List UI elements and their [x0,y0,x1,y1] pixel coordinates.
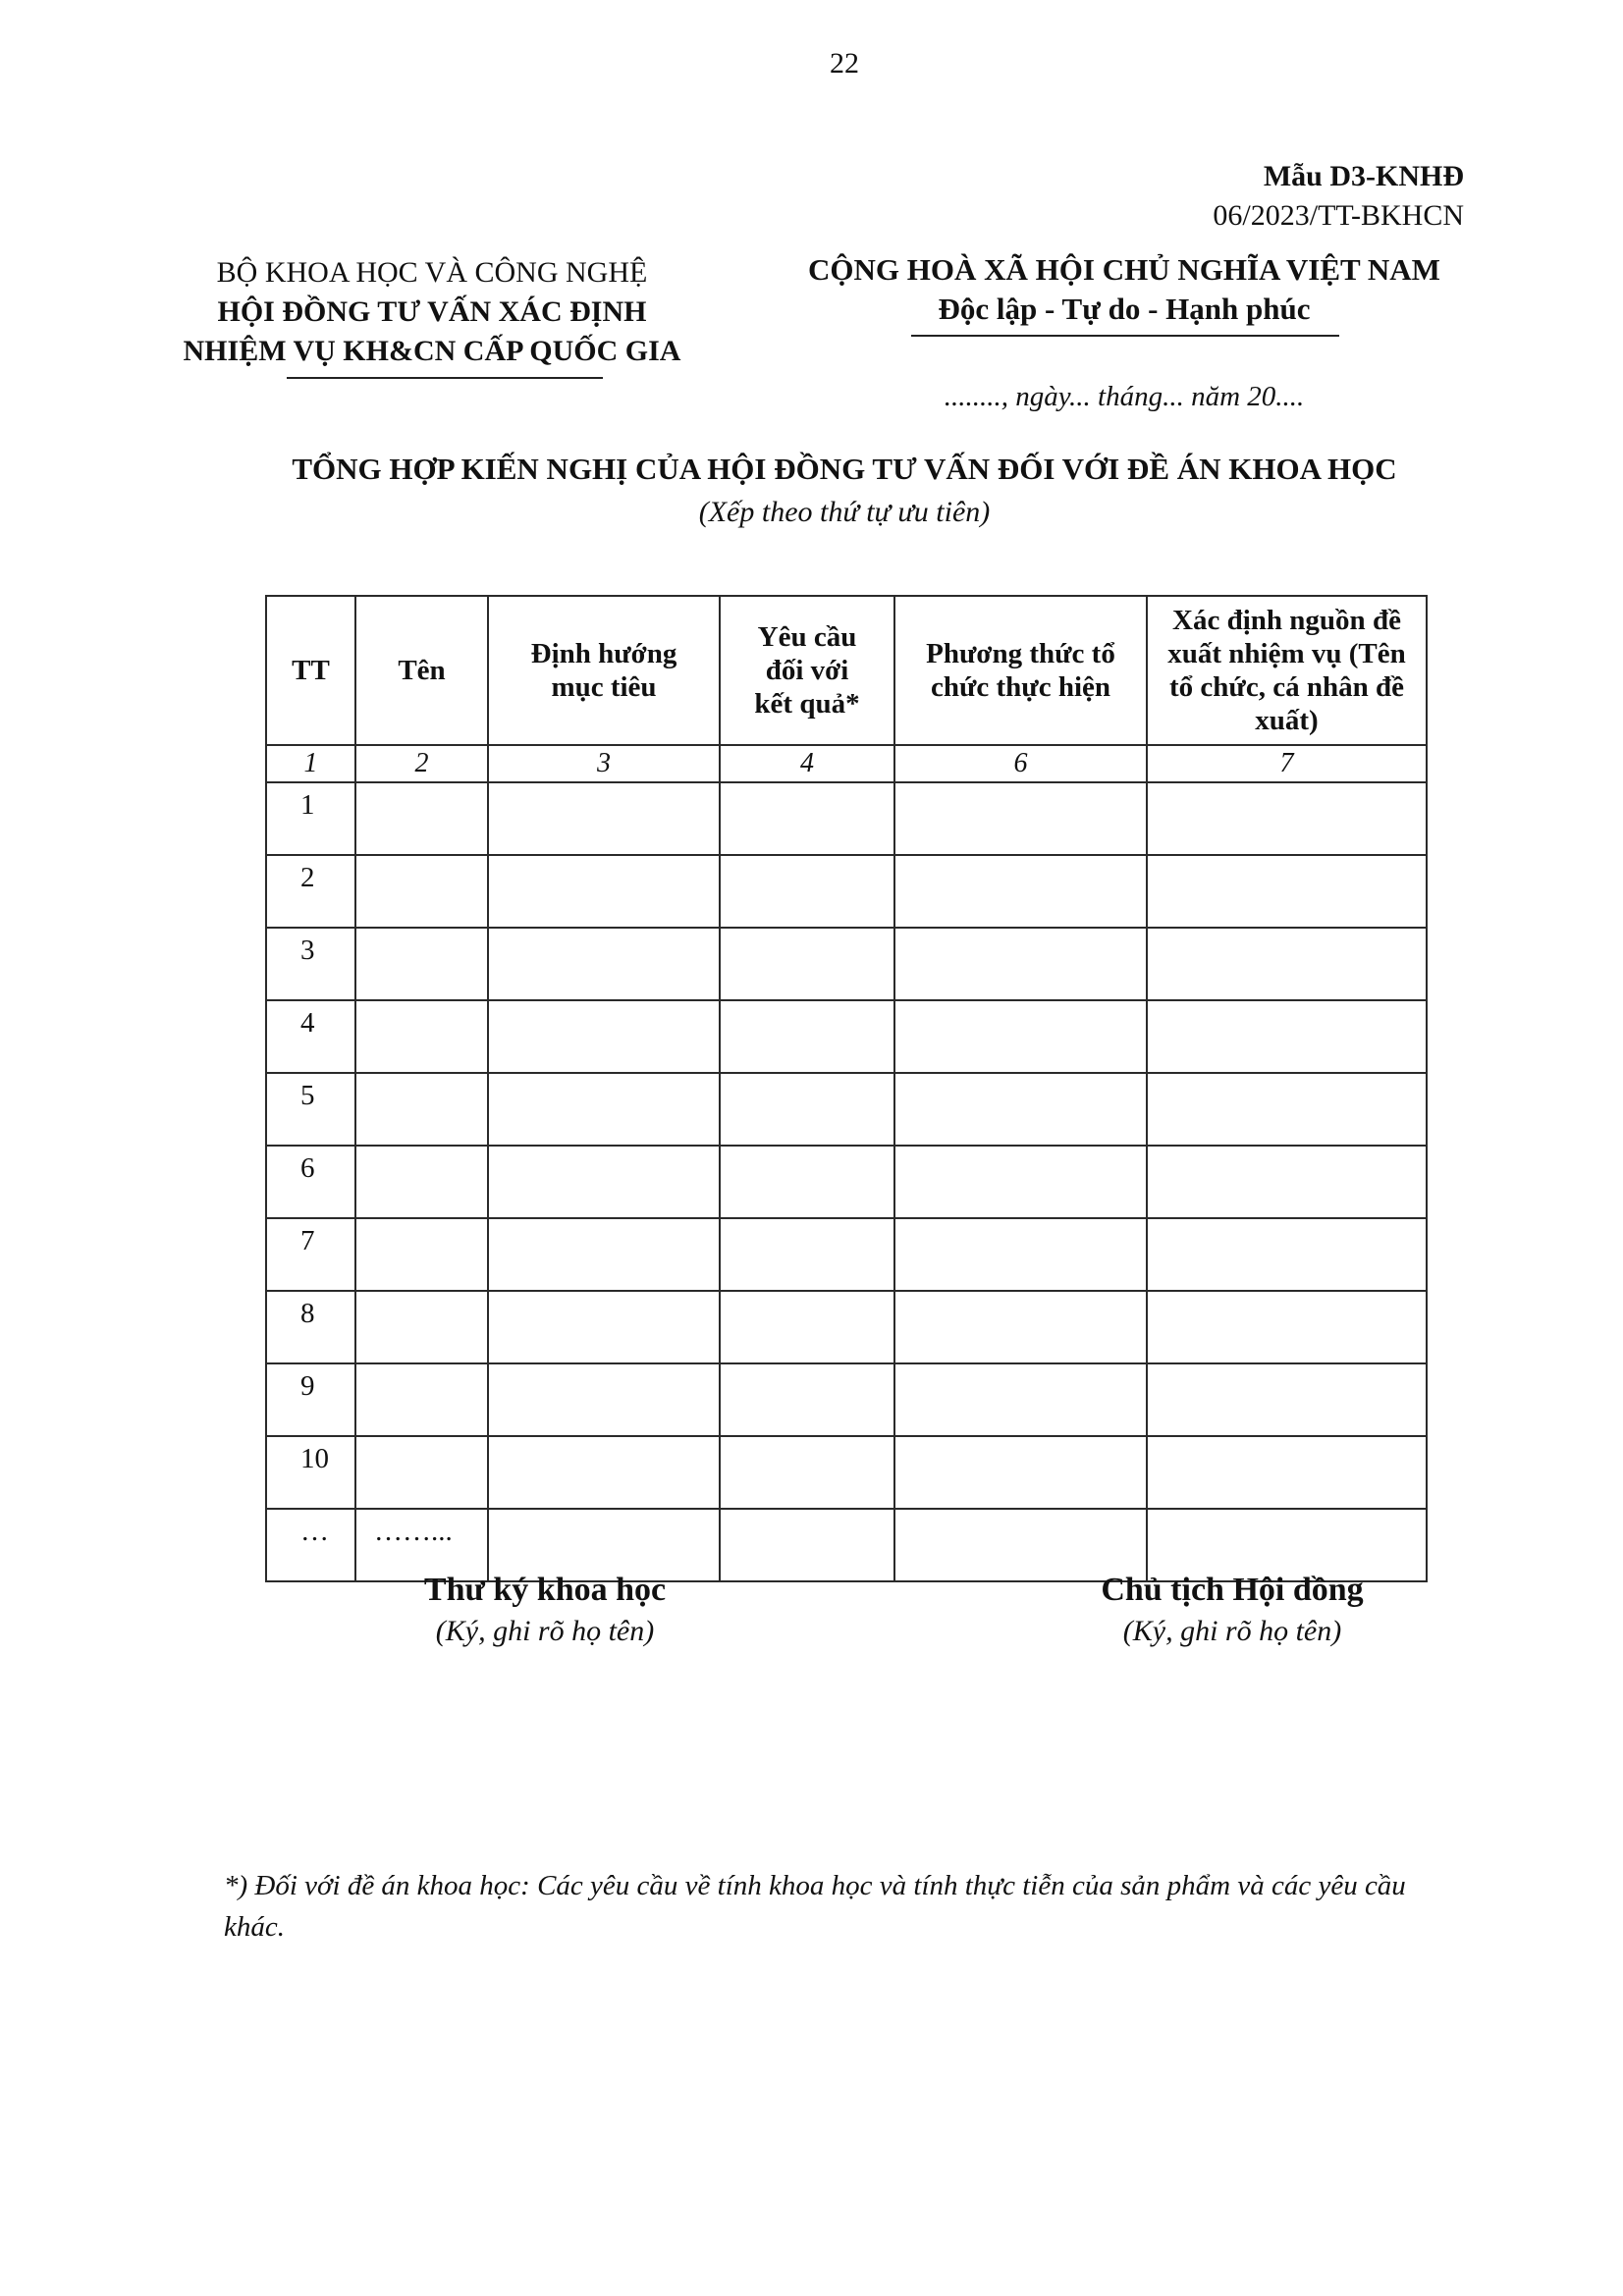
table-row [266,1146,1427,1218]
council-name-line2: NHIỆM VỤ KH&CN CẤP QUỐC GIA [183,335,681,367]
empty-cell [720,1073,894,1146]
row-name-cell [355,1218,488,1291]
empty-cell [488,1218,720,1291]
footnote: *) Đối với đề án khoa học: Các yêu cầu về tính khoa học và tính thực tiễn của sản phẩm và các yêu cầu khác. [224,1870,1406,1943]
empty-cell [894,1146,1147,1218]
chair-sign-note: (Ký, ghi rõ họ tên) [1122,1615,1342,1647]
empty-cell [720,1436,894,1509]
country-name: CỘNG HOÀ XÃ HỘI CHỦ NGHĨA VIỆT NAM [808,252,1440,287]
row-number-cell: … [266,1509,355,1581]
document-subtitle: (Xếp theo thứ tự ưu tiên) [698,496,991,528]
empty-cell [488,1146,720,1218]
row-number-cell: 6 [266,1146,355,1218]
row-name-cell [355,1146,488,1218]
header-objective: Định hướng mục tiêu [488,596,720,745]
empty-cell [1147,855,1427,928]
empty-cell [1147,1146,1427,1218]
form-code-label: Mẫu D3-KNHĐ [1263,160,1464,192]
chair-signature-block [1011,1569,1453,1651]
secretary-sign-note: (Ký, ghi rõ họ tên) [435,1615,655,1647]
table-row [266,1073,1427,1146]
header-result-requirement: Yêu cầu đối với kết quả* [720,596,894,745]
row-number-cell: 5 [266,1073,355,1146]
column-number: 4 [720,745,894,782]
row-number-cell: 4 [266,1000,355,1073]
row-name-cell [355,1291,488,1363]
table-row [266,1291,1427,1363]
empty-cell [894,1000,1147,1073]
form-code-circular: 06/2023/TT-BKHCN [1213,199,1464,232]
empty-cell [720,1218,894,1291]
empty-cell [488,855,720,928]
row-name-cell [355,855,488,928]
empty-cell [894,1291,1147,1363]
empty-cell [720,1146,894,1218]
row-name-cell [355,928,488,1000]
empty-cell [488,1000,720,1073]
recommendation-table [265,595,1428,1582]
column-number: 2 [355,745,488,782]
empty-cell [488,782,720,855]
row-name-cell [355,1000,488,1073]
column-number: 6 [894,745,1147,782]
empty-cell [1147,1436,1427,1509]
empty-cell [894,1363,1147,1436]
row-number-cell: 2 [266,855,355,928]
table-row [266,1218,1427,1291]
agency-header-underline [287,377,603,379]
header-tt: TT [266,596,355,745]
empty-cell [894,1436,1147,1509]
header-proposal-source: Xác định nguồn đề xuất nhiệm vụ (Tên tổ chức, cá nhân đề xuất) [1147,596,1427,745]
column-number: 3 [488,745,720,782]
row-name-cell [355,1436,488,1509]
council-name-line1: HỘI ĐỒNG TƯ VẤN XÁC ĐỊNH [217,295,647,328]
empty-cell [720,1363,894,1436]
table-header-row [266,596,1427,745]
empty-cell [1147,1218,1427,1291]
ministry-name: BỘ KHOA HỌC VÀ CÔNG NGHỆ [216,256,648,289]
row-number-cell: 8 [266,1291,355,1363]
table-row [266,782,1427,855]
empty-cell [1147,1000,1427,1073]
national-motto: Độc lập - Tự do - Hạnh phúc [938,292,1311,326]
empty-cell [720,1291,894,1363]
empty-cell [1147,1073,1427,1146]
table-row [266,1000,1427,1073]
form-code [1213,157,1464,236]
column-number-row [266,745,1427,782]
agency-header [147,253,717,371]
empty-cell [720,782,894,855]
empty-cell [488,1291,720,1363]
secretary-signature-block [324,1569,766,1651]
document-title: TỔNG HỢP KIẾN NGHỊ CỦA HỘI ĐỒNG TƯ VẤN ĐỐI VỚI ĐỀ ÁN KHOA HỌC [292,452,1397,486]
header-name: Tên [355,596,488,745]
row-name-cell [355,1073,488,1146]
table-row [266,1436,1427,1509]
empty-cell [1147,1291,1427,1363]
empty-cell [894,1073,1147,1146]
page-number: 22 [830,47,859,80]
secretary-title: Thư ký khoa học [423,1572,667,1608]
empty-cell [720,855,894,928]
empty-cell [720,1000,894,1073]
empty-cell [1147,928,1427,1000]
chair-title: Chủ tịch Hội đồng [1101,1572,1364,1608]
row-name-cell [355,782,488,855]
table-row [266,928,1427,1000]
empty-cell [488,1363,720,1436]
row-number-cell: 10 [266,1436,355,1509]
national-header [766,250,1483,329]
empty-cell [488,1436,720,1509]
column-number: 7 [1147,745,1427,782]
empty-cell [488,928,720,1000]
header-implementation-method: Phương thức tổ chức thực hiện [894,596,1147,745]
column-number: 1 [266,745,355,782]
row-number-cell: 1 [266,782,355,855]
row-number-cell: 7 [266,1218,355,1291]
national-motto-underline [911,335,1339,337]
empty-cell [894,855,1147,928]
empty-cell [488,1073,720,1146]
row-name-cell [355,1363,488,1436]
empty-cell [894,782,1147,855]
empty-cell [720,928,894,1000]
empty-cell [894,1218,1147,1291]
date-line: ........, ngày... tháng... năm 20.... [944,381,1305,412]
empty-cell [1147,1363,1427,1436]
empty-cell [894,928,1147,1000]
table-row [266,1363,1427,1436]
table-row [266,855,1427,928]
row-number-cell: 9 [266,1363,355,1436]
empty-cell [1147,782,1427,855]
row-number-cell: 3 [266,928,355,1000]
row-name-cell: ……... [355,1509,488,1581]
